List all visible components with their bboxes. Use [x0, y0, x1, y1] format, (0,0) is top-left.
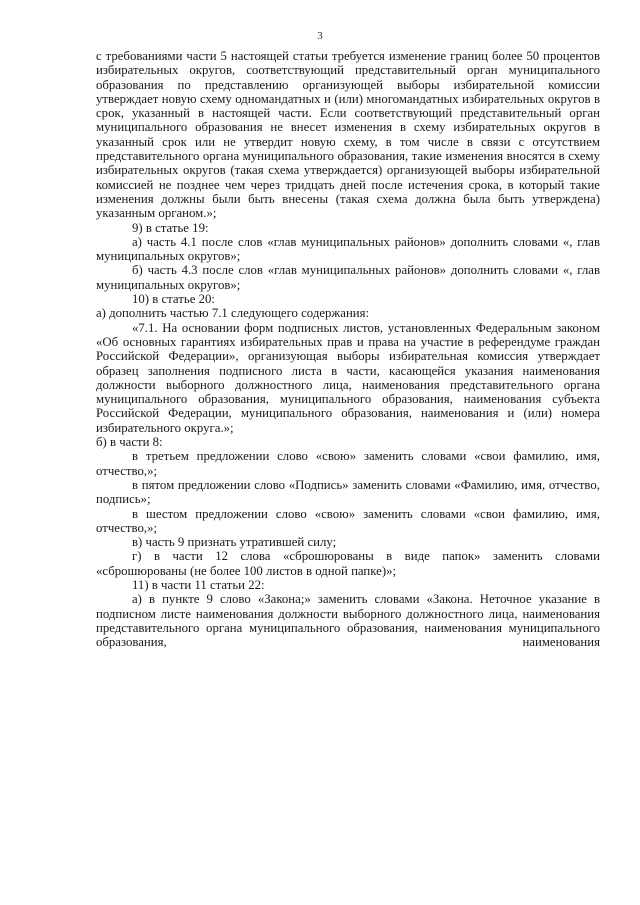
paragraph-13: г) в части 12 слова «сброшюрованы в виде папок» заменить словами «сброшюрованы (не более 100 листов в одной папке)»; — [96, 549, 600, 578]
paragraph-8: б) в части 8: — [96, 435, 163, 450]
paragraph-4: б) часть 4.3 после слов «глав муниципальных районов» дополнить словами «, глав муниципальных округов»; — [96, 263, 600, 292]
paragraph-2: 9) в статье 19: — [132, 220, 209, 235]
paragraph-12: в) часть 9 признать утратившей силу; — [132, 535, 337, 550]
paragraph-3: а) часть 4.1 после слов «глав муниципальных районов» дополнить словами «, глав муниципальных округов»; — [96, 234, 600, 264]
paragraph-10: в пятом предложении слово «Подпись» заменить словами «Фамилию, имя, отчество, подпись»; — [96, 477, 600, 507]
paragraph-9: в третьем предложении слово «свою» заменить словами «свои фамилию, имя, отчество,»; — [96, 449, 600, 478]
paragraph-15: а) в пункте 9 слово «Закона;» заменить словами «Закона. Неточное указание в подписном листе наименования должности выборного должностного лица, наименования представительного органа муниципального образования, наименования муниципального образования, наименования — [96, 592, 600, 650]
paragraph-6: а) дополнить частью 7.1 следующего содержания: — [96, 306, 370, 321]
page-number: 3 — [317, 30, 323, 42]
paragraph-5: 10) в статье 20: — [132, 292, 215, 307]
paragraph-11: в шестом предложении слово «свою» заменить словами «свои фамилию, имя, отчество,»; — [96, 506, 600, 535]
paragraph-7: «7.1. На основании форм подписных листов, установленных Федеральным законом «Об основных гарантиях избирательных прав и права на участие в референдуме граждан Российской Федерации», организующая выборы избирательная комиссия утверждает образец заполнения подписного листа в части, касающейся указания наименования должности выборного должностного лица, наименования представительного органа муниципального образования, муниципального образования, наименования субъекта Российской Федерации, муниципального образования, наименования и (или) номера избирательного округа.»; — [96, 320, 600, 435]
document-body — [96, 49, 600, 649]
paragraph-14: 11) в части 11 статьи 22: — [132, 577, 265, 592]
paragraph-1: с требованиями части 5 настоящей статьи требуется изменение границ более 50 процентов избирательных округов, соответствующий представительный орган муниципального образования по представлению организующей выборы избирательной комиссии утверждает новую схему одномандатных и (или) многомандатных избирательных округов в срок, указанный в настоящей части. Если соответствующий представительный орган муниципального образования не внесет изменения в схему избирательных округов в указанный срок или не утвердит новую схему, в том числе в связи с отсутствием представительного органа муниципального образования, такие изменения вносятся в схему избирательных округов (такая схема утверждается) организующей выборы избирательной комиссией не позднее чем через тридцать дней после истечения срока, в который такие изменения должны были быть внесены (такая схема должна была быть утверждена) указанным органом.»; — [96, 49, 600, 221]
